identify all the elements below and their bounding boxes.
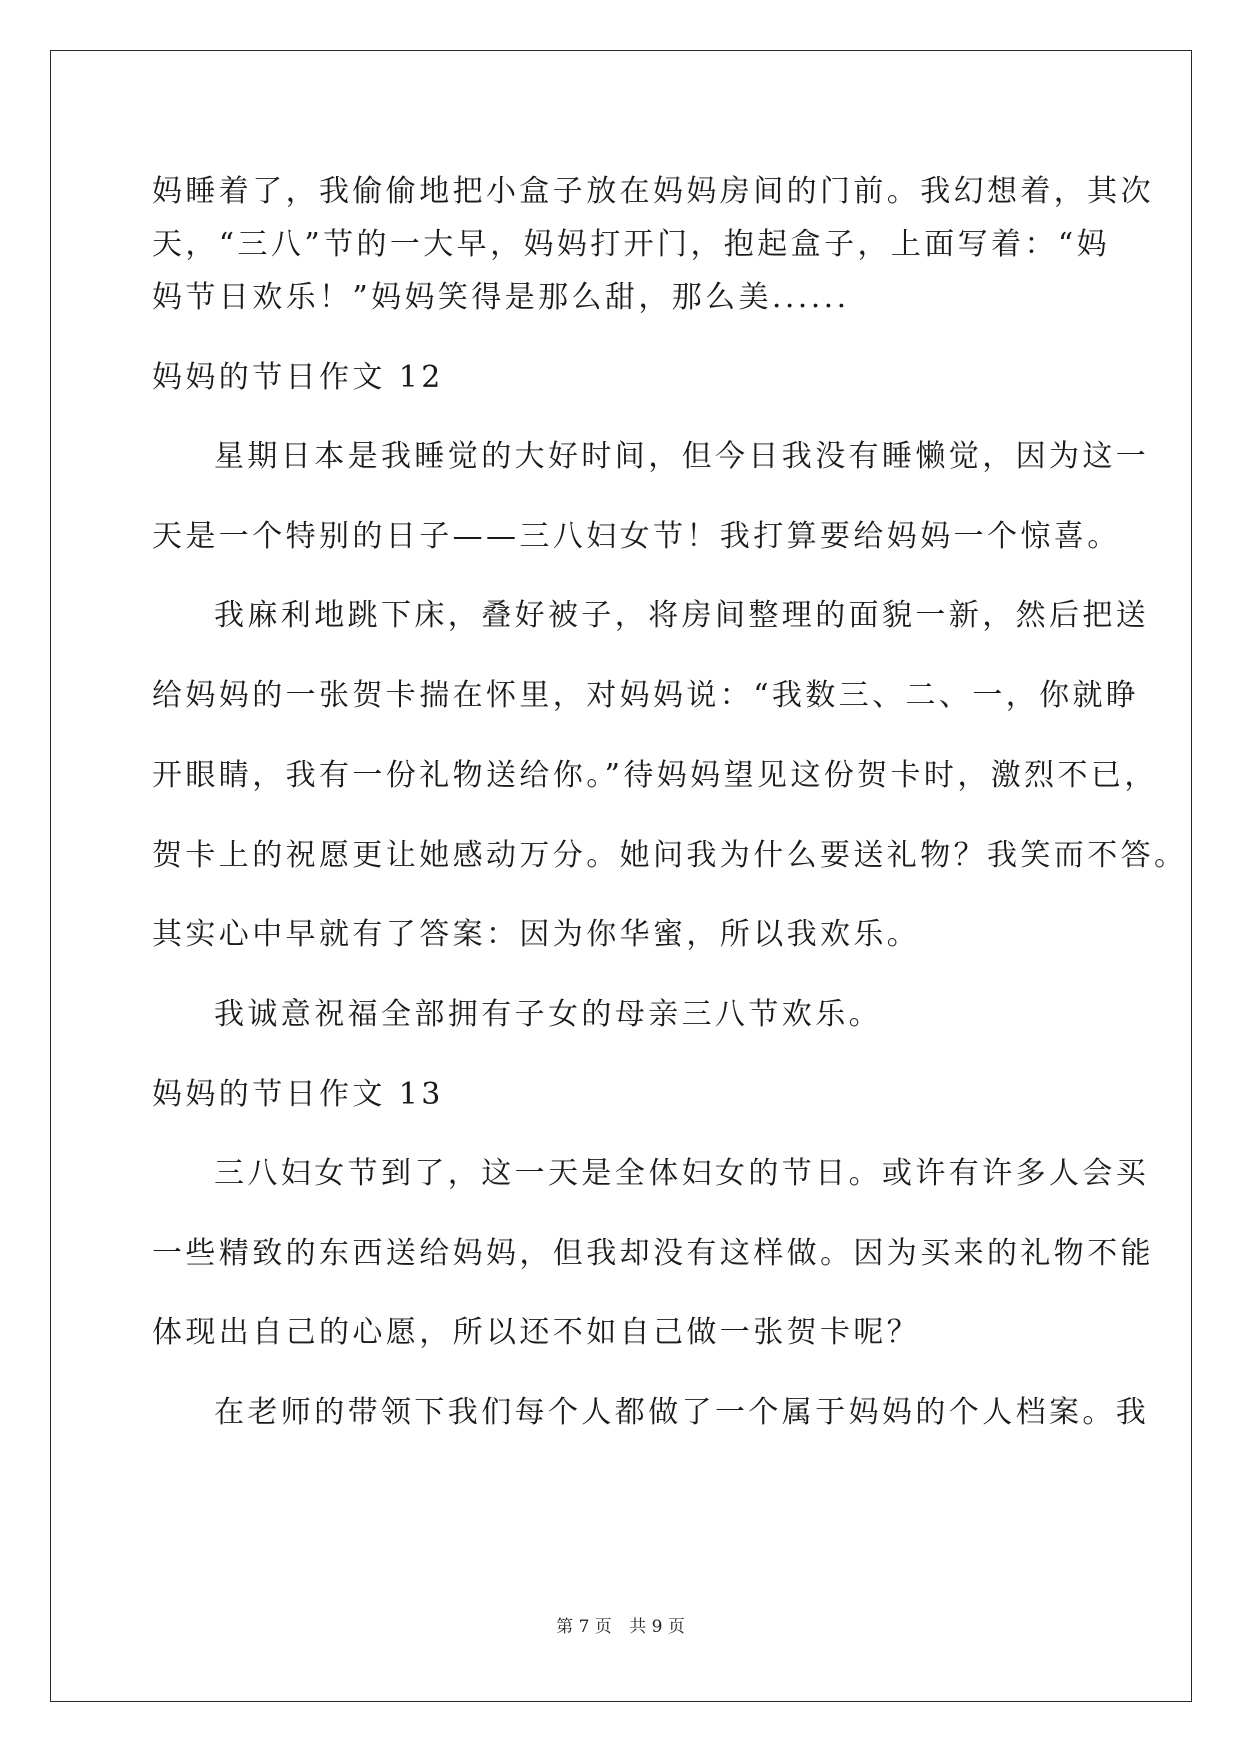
body-text-line: 贺卡上的祝愿更让她感动万分。她问我为什么要送礼物？我笑而不答。 [152,838,1188,873]
body-text-line: 天，“三八”节的一大早，妈妈打开门，抱起盒子，上面写着：“妈 [152,227,1111,262]
body-text-line: 开眼睛，我有一份礼物送给你。”待妈妈望见这份贺卡时，激烈不已， [152,758,1158,793]
section-heading: 妈妈的节日作文 13 [152,1077,444,1112]
body-text-line: 星期日本是我睡觉的大好时间，但今日我没有睡懒觉，因为这一 [214,439,1150,474]
body-text-line: 天是一个特别的日子——三八妇女节！我打算要给妈妈一个惊喜。 [152,519,1121,554]
body-text-line: 给妈妈的一张贺卡揣在怀里，对妈妈说：“我数三、二、一，你就睁 [152,678,1140,713]
body-text-line: 三八妇女节到了，这一天是全体妇女的节日。或许有许多人会买 [214,1156,1150,1191]
page-total: 共 9 页 [629,1617,685,1637]
body-text-line: 在老师的带领下我们每个人都做了一个属于妈妈的个人档案。我 [214,1395,1150,1430]
body-text-line: 妈节日欢乐！”妈妈笑得是那么甜，那么美...... [152,280,850,315]
section-heading: 妈妈的节日作文 12 [152,360,444,395]
body-text-line: 其实心中早就有了答案：因为你华蜜，所以我欢乐。 [152,917,921,952]
body-text-line: 我诚意祝福全部拥有子女的母亲三八节欢乐。 [214,997,882,1032]
body-text-line: 一些精致的东西送给妈妈，但我却没有这样做。因为买来的礼物不能 [152,1236,1154,1271]
page-number: 第 7 页 [556,1617,612,1637]
body-text-line: 体现出自己的心愿，所以还不如自己做一张贺卡呢？ [152,1315,921,1350]
body-text-line: 我麻利地跳下床，叠好被子，将房间整理的面貌一新，然后把送 [214,598,1150,633]
body-text-line: 妈睡着了，我偷偷地把小盒子放在妈妈房间的门前。我幻想着，其次 [152,174,1154,209]
page-footer [0,1615,1241,1639]
